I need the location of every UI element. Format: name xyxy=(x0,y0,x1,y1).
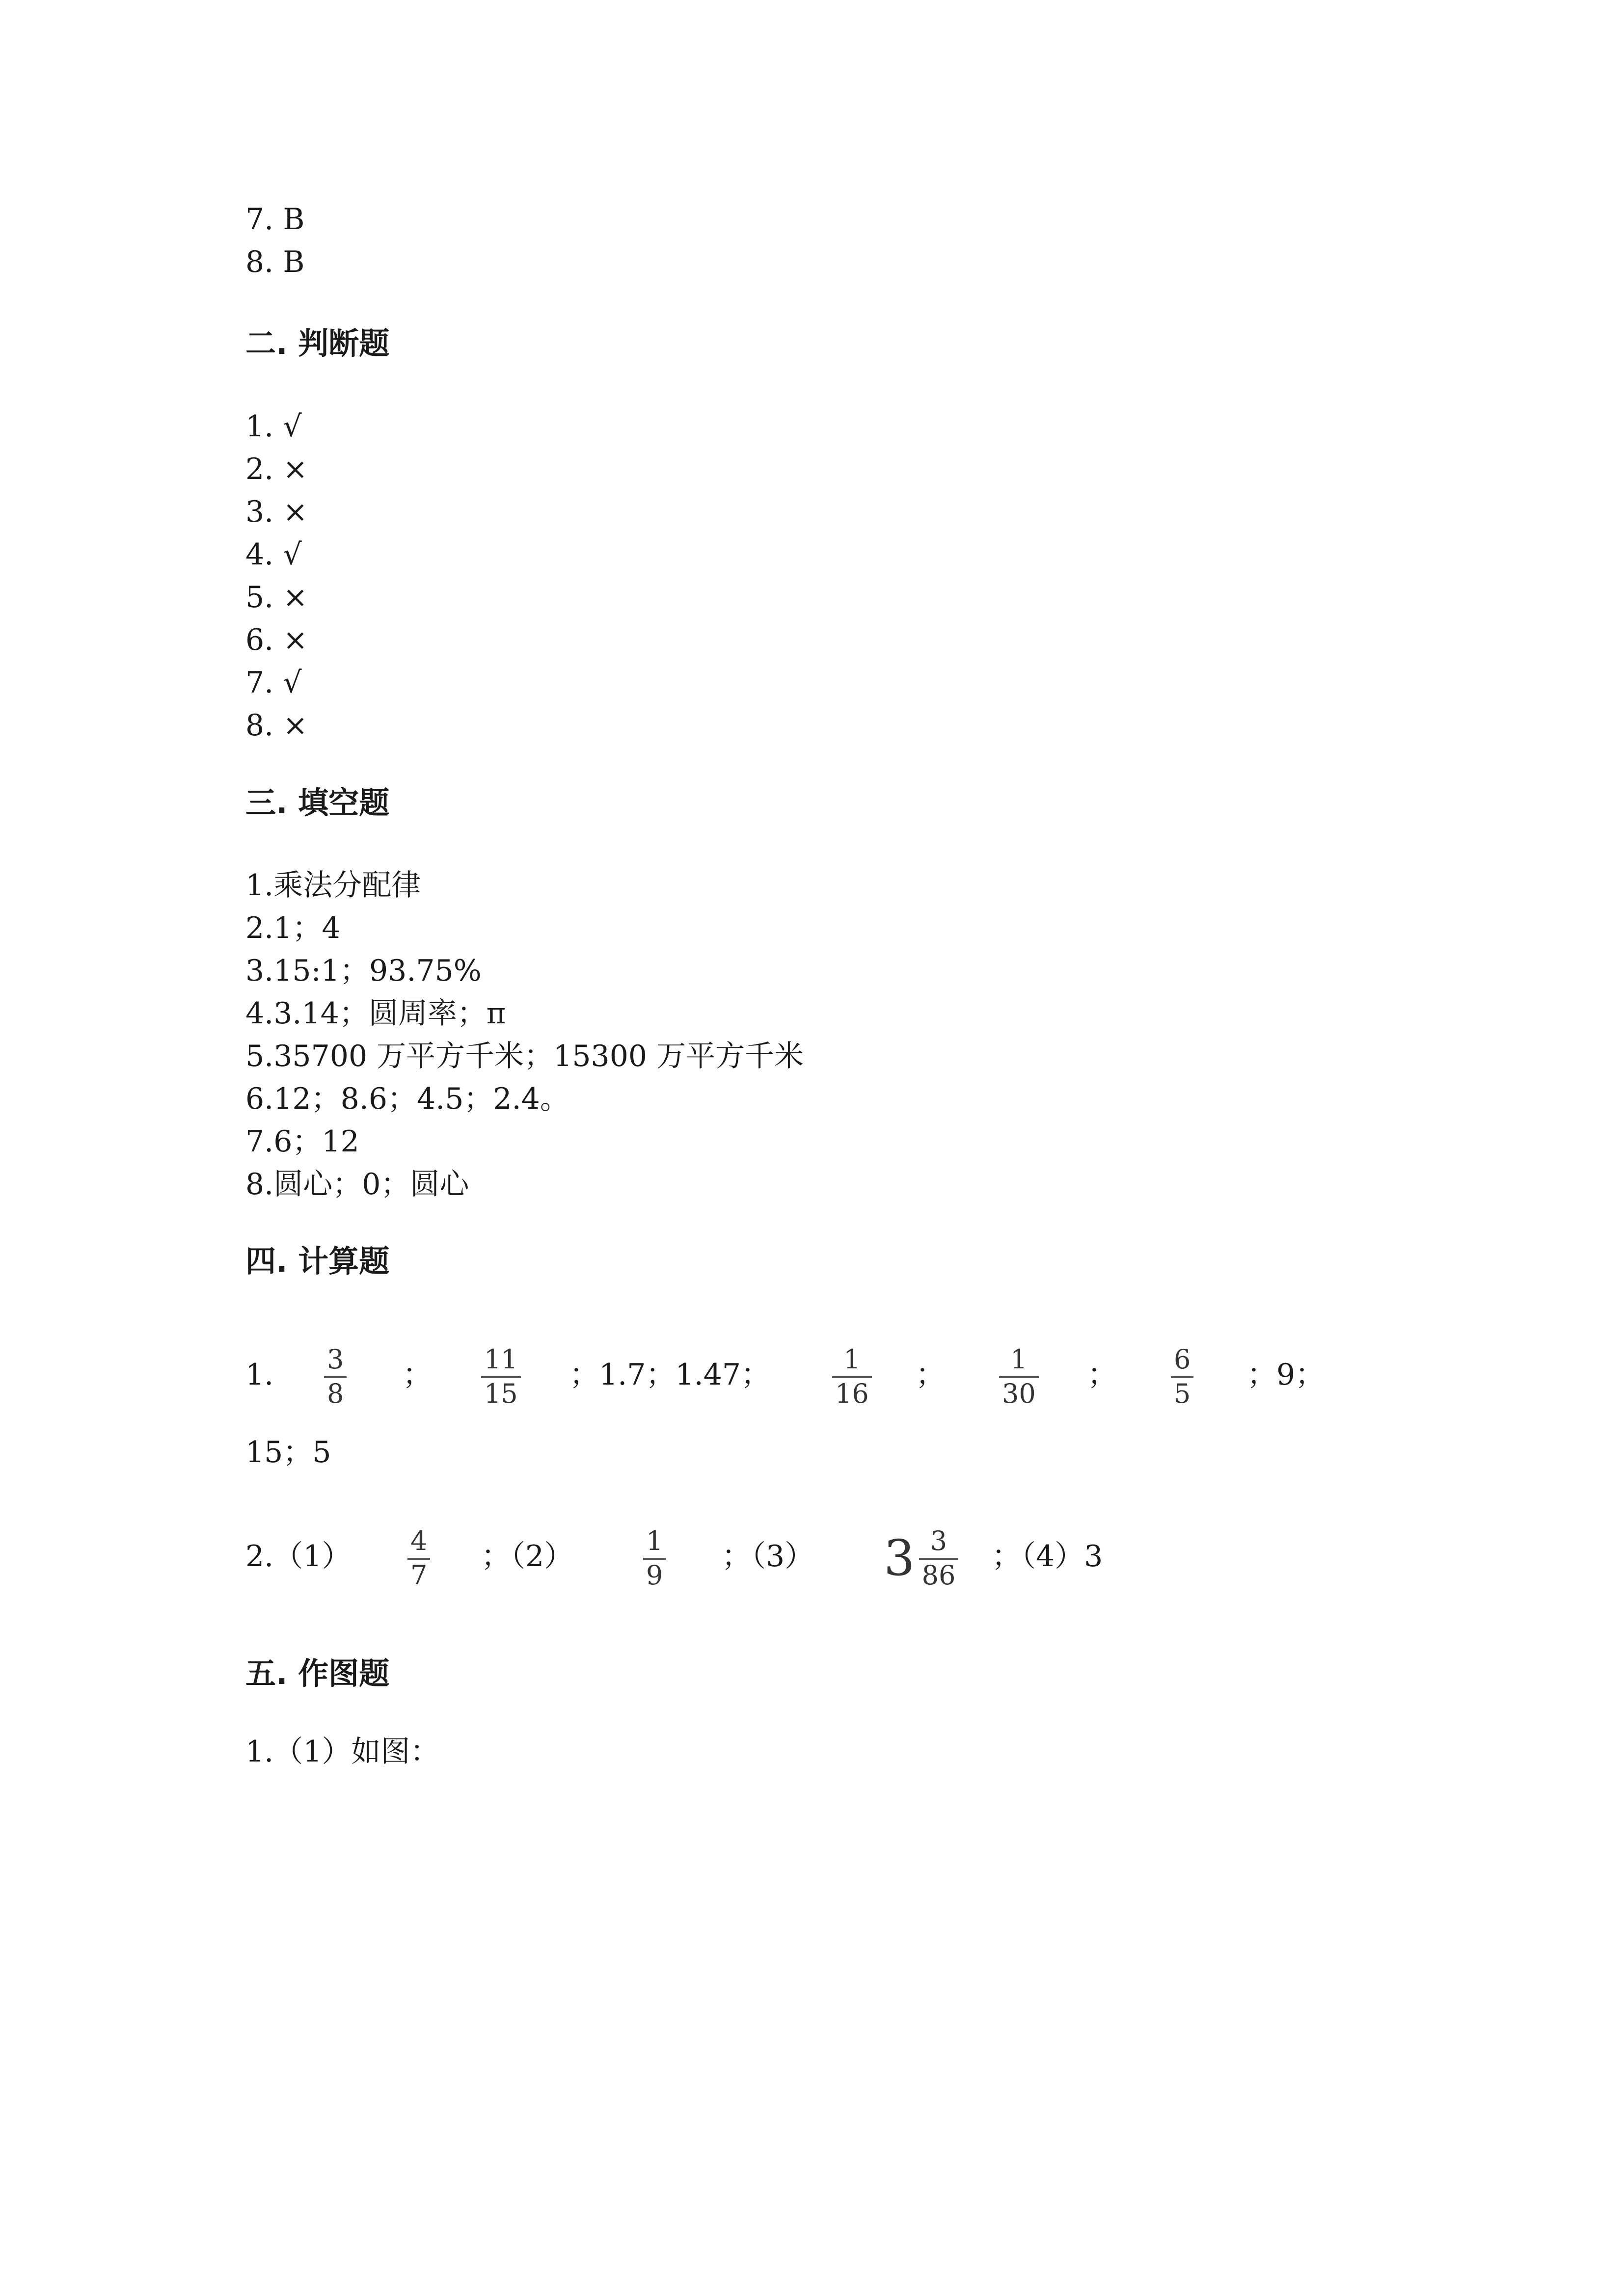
separator: ； xyxy=(916,1358,945,1392)
section-title-draw: 五. 作图题 xyxy=(245,1655,390,1691)
section-title-judge: 二. 判断题 xyxy=(245,325,390,361)
mixed-number: 3 $\frac{3}{86}$ xyxy=(884,1526,958,1590)
calc-q1-label: 1. xyxy=(245,1358,274,1392)
fill-answer: 7.6；12 xyxy=(245,1124,359,1159)
calc-q2-label: 2.（1） xyxy=(245,1539,352,1574)
fill-answer: 3.15:1；93.75% xyxy=(245,954,482,988)
choice-answer-7: 7. B xyxy=(245,202,305,237)
fill-answer: 2.1；4 xyxy=(245,911,341,945)
judge-answer: 7. √ xyxy=(245,666,302,700)
fill-answer: 4.3.14；圆周率；π xyxy=(245,996,506,1031)
calc-q2-part4: ；（4）3 xyxy=(992,1539,1103,1574)
calc-q1-tail: ；9； xyxy=(1247,1358,1325,1392)
fraction: 6 5 xyxy=(1171,1345,1193,1409)
calc-answer-1-continued: 15；5 xyxy=(245,1435,331,1469)
separator: ； xyxy=(403,1358,432,1392)
draw-answer: 1.（1）如图： xyxy=(245,1735,440,1769)
fraction: 1 30 xyxy=(999,1345,1039,1409)
calc-answer-1 xyxy=(245,1325,1571,1428)
judge-answer: 6. × xyxy=(245,623,308,657)
separator: ； xyxy=(1087,1358,1117,1392)
fill-answer: 6.12；8.6；4.5；2.4。 xyxy=(245,1082,569,1116)
fraction: 4 7 xyxy=(407,1526,430,1590)
fraction: 3 8 xyxy=(324,1345,347,1409)
fill-answer: 5.35700 万平方千米；15300 万平方千米 xyxy=(245,1039,804,1073)
choice-answer-8: 8. B xyxy=(245,245,305,279)
fraction: 1 16 xyxy=(832,1345,872,1409)
fraction: 11 15 xyxy=(481,1345,521,1409)
calc-q2-part3: ；（3） xyxy=(722,1539,814,1574)
calc-answer-2 xyxy=(245,1507,1571,1610)
section-title-fill: 三. 填空题 xyxy=(245,785,390,821)
calc-q2-part2: ；（2） xyxy=(481,1539,574,1574)
judge-answer: 2. × xyxy=(245,452,308,486)
judge-answer: 8. × xyxy=(245,708,308,743)
section-title-calc: 四. 计算题 xyxy=(245,1243,390,1279)
judge-answer: 5. × xyxy=(245,580,308,614)
fill-answer: 1.乘法分配律 xyxy=(245,868,421,903)
judge-answer: 4. √ xyxy=(245,537,302,572)
judge-answer: 1. √ xyxy=(245,409,302,444)
calc-q1-decimals: ；1.7；1.47； xyxy=(569,1358,771,1392)
fraction: $\frac{3}{86}$ xyxy=(919,1526,959,1590)
fill-answer: 8.圆心；0；圆心 xyxy=(245,1167,469,1201)
judge-answer: 3. × xyxy=(245,495,308,529)
fraction: 1 9 xyxy=(643,1526,666,1590)
